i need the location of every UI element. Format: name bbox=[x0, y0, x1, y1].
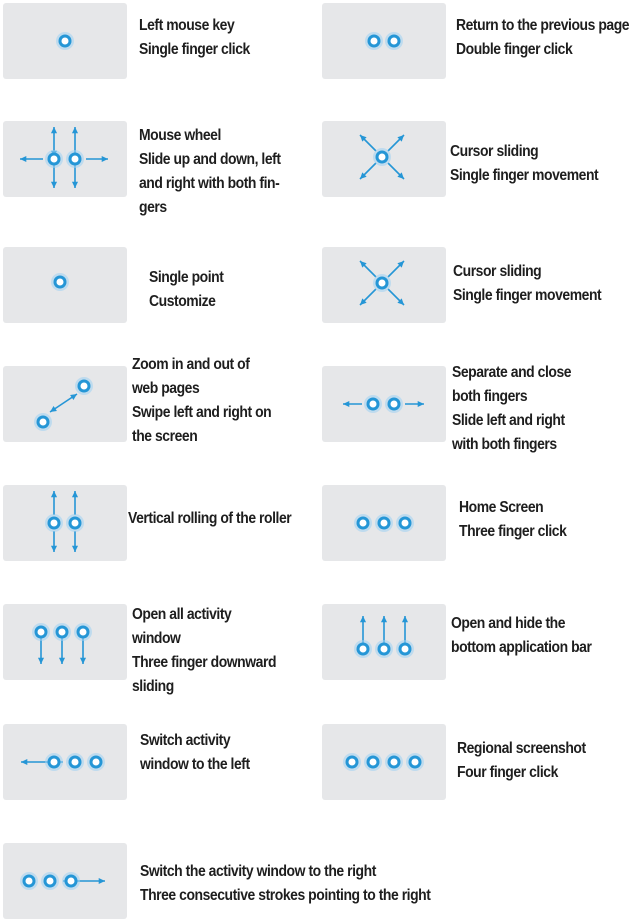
arrow bbox=[72, 531, 78, 552]
gesture-description bbox=[132, 603, 276, 699]
fingertip bbox=[396, 514, 414, 532]
two-finger-horizontal-icon bbox=[322, 366, 446, 442]
fingertip bbox=[56, 32, 74, 50]
description-line: Separate and close bbox=[452, 364, 572, 381]
description-line: both fingers bbox=[452, 388, 528, 405]
fingertip bbox=[373, 148, 391, 166]
single-finger-move-icon bbox=[322, 121, 446, 197]
fingertip bbox=[354, 514, 372, 532]
fingertip bbox=[20, 872, 38, 890]
gesture-description bbox=[139, 14, 250, 62]
description-line: Single finger movement bbox=[450, 167, 599, 184]
gesture-description bbox=[457, 737, 586, 785]
fingertip bbox=[45, 514, 63, 532]
description-line: Vertical rolling of the roller bbox=[128, 510, 292, 527]
fingertip bbox=[385, 395, 403, 413]
description-line: Slide left and right bbox=[452, 412, 565, 429]
description-line: Customize bbox=[149, 293, 216, 310]
description-line: with both fingers bbox=[452, 436, 557, 453]
three-finger-tap-icon bbox=[322, 485, 446, 561]
gesture-tile bbox=[3, 3, 127, 79]
arrow bbox=[360, 289, 376, 305]
description-line: Zoom in and out of bbox=[132, 356, 250, 373]
fingertip bbox=[74, 623, 92, 641]
fingertip bbox=[365, 32, 383, 50]
description-line: the screen bbox=[132, 428, 198, 445]
description-line: Mouse wheel bbox=[139, 127, 221, 144]
double-tap-icon bbox=[322, 3, 446, 79]
fingertip bbox=[62, 872, 80, 890]
fingertip bbox=[75, 377, 93, 395]
fingertip bbox=[375, 640, 393, 658]
three-finger-swipe-left-icon bbox=[3, 724, 127, 800]
gesture-tile bbox=[3, 604, 127, 680]
description-line: Open and hide the bbox=[451, 615, 566, 632]
description-line: bottom application bar bbox=[451, 639, 592, 656]
description-line: window bbox=[132, 630, 181, 647]
fingertip bbox=[406, 753, 424, 771]
description-line: Three consecutive strokes pointing to the right bbox=[140, 887, 431, 904]
fingertip bbox=[45, 753, 63, 771]
fingertip bbox=[45, 150, 63, 168]
gesture-tile bbox=[322, 366, 446, 442]
two-finger-scroll-icon bbox=[3, 121, 127, 197]
arrow bbox=[50, 394, 77, 412]
arrow bbox=[388, 135, 404, 151]
arrow bbox=[388, 261, 404, 277]
gesture-description bbox=[456, 14, 629, 62]
description-line: Single point bbox=[149, 269, 224, 286]
description-line: Switch the activity window to the right bbox=[140, 863, 376, 880]
fingertip bbox=[66, 753, 84, 771]
gesture-tile bbox=[322, 724, 446, 800]
arrow bbox=[51, 491, 57, 515]
description-line: Three finger click bbox=[459, 523, 567, 540]
fingertip bbox=[66, 150, 84, 168]
fingertip bbox=[354, 640, 372, 658]
description-line: Slide up and down, left bbox=[139, 151, 281, 168]
gesture-description bbox=[140, 860, 430, 908]
gesture-tile bbox=[3, 724, 127, 800]
gesture-tile bbox=[322, 3, 446, 79]
four-finger-tap-icon bbox=[322, 724, 446, 800]
gesture-description bbox=[450, 140, 598, 188]
gesture-tile bbox=[3, 247, 127, 323]
description-line: window to the left bbox=[140, 756, 250, 773]
description-line: Open all activity bbox=[132, 606, 232, 623]
description-line: Home Screen bbox=[459, 499, 544, 516]
gesture-tile bbox=[322, 604, 446, 680]
gesture-tile bbox=[3, 843, 127, 919]
gesture-description bbox=[452, 361, 571, 457]
description-line: gers bbox=[139, 199, 167, 216]
description-line: and right with both fin- bbox=[139, 175, 280, 192]
gesture-description bbox=[140, 729, 250, 777]
fingertip bbox=[343, 753, 361, 771]
arrow bbox=[360, 135, 376, 151]
gesture-tile bbox=[322, 247, 446, 323]
three-finger-swipe-up-icon bbox=[322, 604, 446, 680]
fingertip bbox=[385, 753, 403, 771]
gesture-description bbox=[128, 507, 291, 531]
description-line: Left mouse key bbox=[139, 17, 235, 34]
description-line: web pages bbox=[132, 380, 200, 397]
description-line: Switch activity bbox=[140, 732, 231, 749]
arrow bbox=[86, 156, 108, 162]
fingertip bbox=[373, 274, 391, 292]
fingertip bbox=[53, 623, 71, 641]
fingertip bbox=[66, 514, 84, 532]
single-tap-icon bbox=[3, 3, 127, 79]
arrow bbox=[360, 261, 376, 277]
two-finger-vertical-icon bbox=[3, 485, 127, 561]
gesture-description bbox=[451, 612, 591, 660]
gesture-description bbox=[132, 353, 271, 449]
fingertip bbox=[34, 413, 52, 431]
gesture-description bbox=[139, 124, 281, 220]
gesture-tile bbox=[3, 366, 127, 442]
arrow bbox=[405, 401, 424, 407]
description-line: Three finger downward bbox=[132, 654, 277, 671]
arrow bbox=[360, 163, 376, 179]
description-line: Cursor sliding bbox=[450, 143, 539, 160]
fingertip bbox=[32, 623, 50, 641]
gesture-description bbox=[149, 266, 223, 314]
fingertip bbox=[41, 872, 59, 890]
arrow bbox=[72, 491, 78, 515]
single-point-icon bbox=[3, 247, 127, 323]
gesture-tile bbox=[3, 485, 127, 561]
description-line: Regional screenshot bbox=[457, 740, 586, 757]
arrow bbox=[20, 156, 43, 162]
fingertip bbox=[375, 514, 393, 532]
description-line: Single finger click bbox=[139, 41, 250, 58]
description-line: Four finger click bbox=[457, 764, 558, 781]
gesture-description bbox=[459, 496, 566, 544]
description-line: Double finger click bbox=[456, 41, 573, 58]
gesture-tile bbox=[322, 485, 446, 561]
single-finger-move-icon bbox=[322, 247, 446, 323]
fingertip bbox=[385, 32, 403, 50]
description-line: Cursor sliding bbox=[453, 263, 542, 280]
description-line: Swipe left and right on bbox=[132, 404, 272, 421]
fingertip bbox=[87, 753, 105, 771]
arrow bbox=[388, 163, 404, 179]
arrow bbox=[343, 401, 362, 407]
description-line: sliding bbox=[132, 678, 174, 695]
fingertip bbox=[364, 753, 382, 771]
fingertip bbox=[51, 273, 69, 291]
gesture-tile bbox=[3, 121, 127, 197]
gesture-description bbox=[453, 260, 601, 308]
three-finger-swipe-down-icon bbox=[3, 604, 127, 680]
description-line: Return to the previous page bbox=[456, 17, 630, 34]
three-finger-swipe-right-icon bbox=[3, 843, 127, 919]
pinch-zoom-icon bbox=[3, 366, 127, 442]
arrow bbox=[388, 289, 404, 305]
description-line: Single finger movement bbox=[453, 287, 602, 304]
fingertip bbox=[396, 640, 414, 658]
fingertip bbox=[364, 395, 382, 413]
arrow bbox=[51, 531, 57, 552]
gesture-tile bbox=[322, 121, 446, 197]
